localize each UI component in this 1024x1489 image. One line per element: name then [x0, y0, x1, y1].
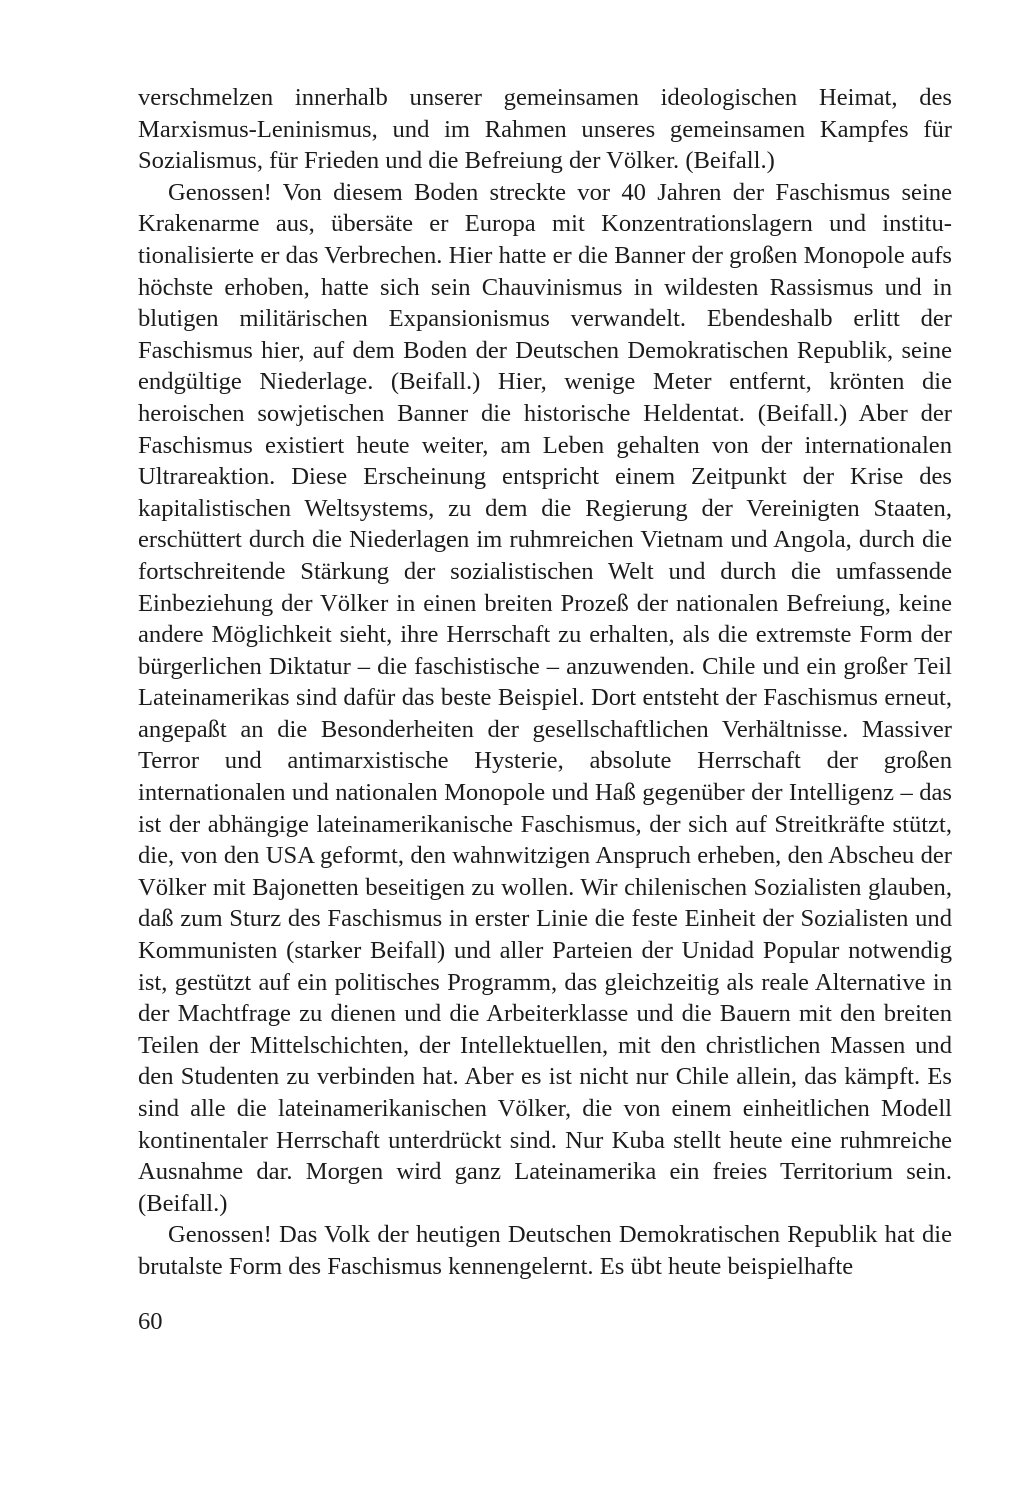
paragraph-speech-fascism: Genossen! Von diesem Boden streckte vor 40 Jahren der Faschismus seine Krakenarme aus, übersäte er Europa mit Konzentrationslagern und institutionalisierte er das Verbrechen. Hier hatte er die Banner der großen Monopole aufs höchste erhoben, hatte sich sein Chauvinismus in wildesten Rassismus und in blutigen militärischen Expansionismus verwandelt. Ebendeshalb erlitt der Faschismus hier, auf dem Boden der Deutschen Demokratischen Republik, seine endgültige Niederlage. (Beifall.) Hier, wenige Meter entfernt, krönten die heroischen sowjetischen Banner die historische Heldentat. (Beifall.) Aber der Faschismus existiert heute weiter, am Leben gehalten von der internationalen Ultrareaktion. Diese Erscheinung entspricht einem Zeitpunkt der Krise des kapitalistischen Weltsystems, zu dem die Regierung der Vereinigten Staaten, erschüttert durch die Niederlagen im ruhmreichen Vietnam und Angola, durch die fortschreitende Stärkung der sozialistischen Welt und durch die umfassende Einbeziehung der Völker in einen breiten Prozeß der nationalen Befreiung, keine andere Möglichkeit sieht, ihre Herrschaft zu erhalten, als die extremste Form der bürgerlichen Diktatur – die faschistische – anzuwenden. Chile und ein großer Teil Lateinamerikas sind dafür das beste Beispiel. Dort entsteht der Faschismus erneut, angepaßt an die Besonderheiten der gesellschaftlichen Verhältnisse. Massiver Terror und antimarxistische Hysterie, absolute Herrschaft der großen internationalen und nationalen Monopole und Haß gegenüber der Intelligenz – das ist der abhängige lateinamerikanische Faschismus, der sich auf Streitkräfte stützt, die, von den USA geformt, den wahnwitzigen Anspruch erheben, den Abscheu der Völker mit Bajonetten beseitigen zu wollen. Wir chilenischen Sozialisten glauben, daß zum Sturz des Faschismus in erster Linie die feste Einheit der Sozialisten und Kommunisten (starker Beifall) und aller Parteien der Unidad Popular notwendig ist, gestützt auf ein politisches Programm, das gleichzeitig als reale Alternative in der Machtfrage zu dienen und die Arbeiterklasse und die Bauern mit den breiten Teilen der Mittelschichten, der Intellektuellen, mit den christlichen Massen und den Studenten zu verbinden hat. Aber es ist nicht nur Chile allein, das kämpft. Es sind alle die lateinamerikanischen Völker, die von einem einheitlichen Modell kontinentaler Herrschaft unterdrückt sind. Nur Kuba stellt heute eine ruhmreiche Ausnahme dar. Morgen wird ganz Lateinamerika ein freies Territorium sein. (Beifall.) — [138, 178, 952, 1217]
document-page — [138, 82, 952, 1283]
paragraph-continuation: verschmelzen innerhalb unserer gemeinsamen ideologischen Heimat, des Marxismus-Leninismus, und im Rahmen unseres gemeinsamen Kampfes für Sozialismus, für Frieden und die Befreiung der Völker. (Beifall.) — [138, 84, 952, 175]
page-number: 60 — [138, 1308, 163, 1335]
paragraph-ddr-people: Genossen! Das Volk der heutigen Deutschen Demokratischen Republik hat die brutalste Form des Faschismus kennengelernt. Es übt heute beispielhafte — [138, 1221, 952, 1280]
